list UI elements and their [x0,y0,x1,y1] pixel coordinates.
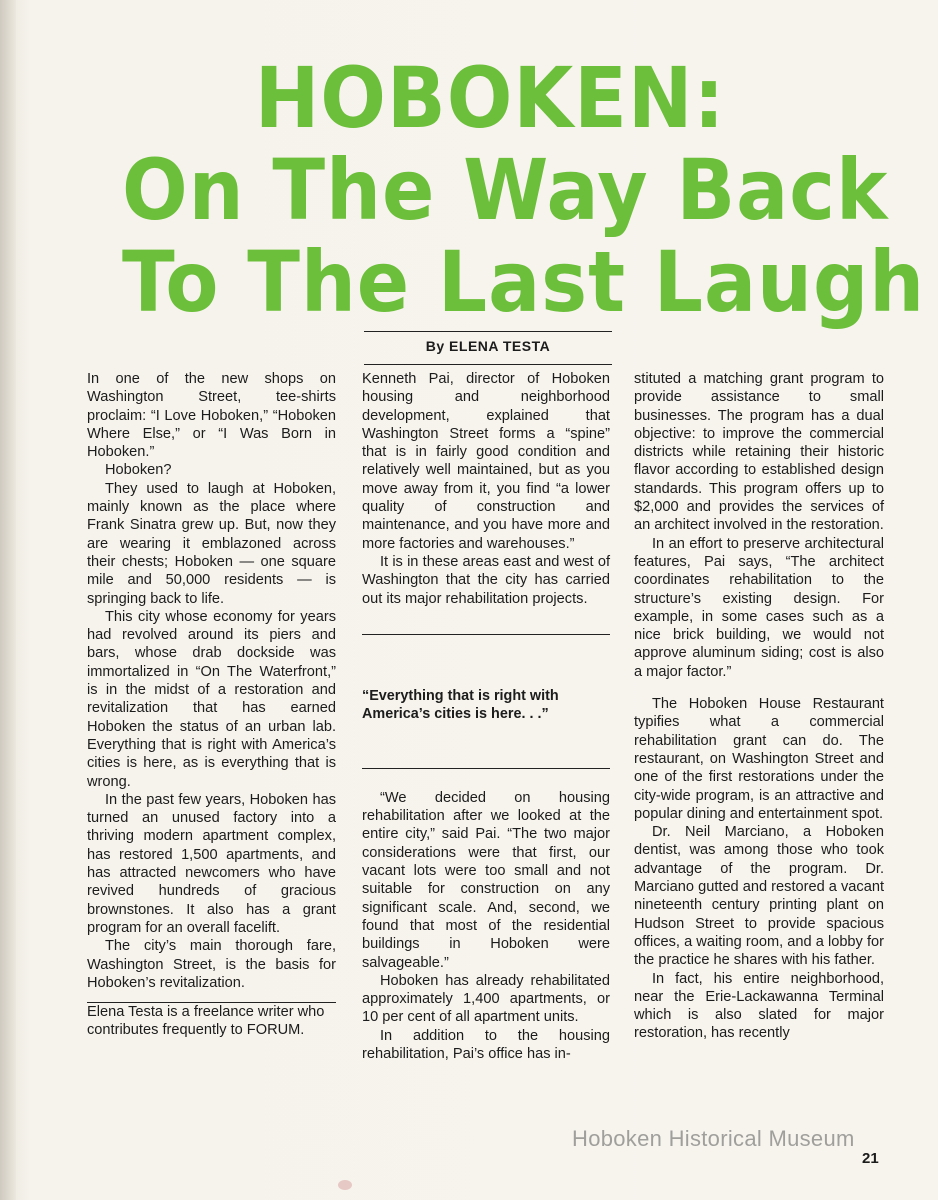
headline-line-2: On The Way Back [122,141,889,239]
byline: By ELENA TESTA [425,338,551,354]
paragraph: “We decided on housing rehabilitation after we looked at the entire city,” said Pai. “The two major considerations were that first, our vacant lots were too small and not suitable for construction on any significant scale. And, second, we found that most of the residential buildings in Hoboken were salvageable.” [362,789,610,971]
page-number: 21 [862,1150,879,1167]
author-note: Elena Testa is a freelance writer who contributes frequently to FORUM. [87,1004,325,1039]
paragraph: The Hoboken House Restaurant typifies what a commercial rehabilitation grant can do. The restaurant, on Washington Street and one of the first restorations under the city-wide program, is an attractive and popular dining and entertainment spot. [634,696,884,822]
paragraph: They used to laugh at Hoboken, mainly known as the place where Frank Sinatra grew up. But, now they are wearing it emblazoned across their chests; Hoboken — one square mile and 50,000 residents — is springing back to life. [87,480,336,607]
paragraph: Dr. Neil Marciano, a Hoboken dentist, was among those who took advantage of the program. Dr. Marciano gutted and restored a vacant nineteenth century printing plant on Hudson Street to provide spacious offices, a waiting room, and a lobby for the practice he shares with his father. [634,824,884,969]
paragraph: It is in these areas east and west of Washington that the city has carried out its major rehabilitation projects. [362,553,610,607]
article-column-2 [362,370,610,1063]
byline-rule-bottom [364,364,612,365]
page-spine-shadow [0,0,16,1200]
pull-quote: “Everything that is right with America’s cities is here. . .” [362,687,559,723]
paragraph: The city’s main thorough fare, Washington Street, is the basis for Hoboken’s revitalization. [87,938,336,991]
paragraph: This city whose economy for years had revolved around its piers and bars, whose drab dockside was immortalized in “On The Waterfront,” is in the midst of a restoration and revitalization that has earned Hoboken the status of an urban lab. Everything that is right with America’s cities is here, as is everything that is wrong. [87,608,336,790]
pull-quote-rule-top [362,634,610,635]
headline-line-3: To The Last Laugh [122,233,926,331]
paragraph: In addition to the housing rehabilitation, Pai’s office has in- [362,1027,610,1063]
paragraph: In fact, his entire neighborhood, near the Erie-Lackawanna Terminal which is also slated for major restoration, has recently [634,970,884,1042]
paragraph: In an effort to preserve architectural features, Pai says, “The architect coordinates rehabilitation to the structure’s existing design. For example, in some cases such as a nice brick building, we would not approve aluminum siding; cost is also a major factor.” [634,535,884,680]
paper-stain [338,1180,352,1190]
headline-line-1: HOBOKEN: [254,49,726,147]
byline-rule-top [364,331,612,332]
museum-watermark: Hoboken Historical Museum [572,1126,855,1151]
paragraph: In the past few years, Hoboken has turned an unused factory into a thriving modern apartment complex, has restored 1,500 apartments, and has attracted newcomers who have revived hundreds of gracious brownstones. It also has a grant program for an overall facelift. [87,791,336,936]
article-column-3 [634,370,884,1043]
pull-quote-rule-bottom [362,768,610,769]
article-column-1 [87,370,336,1040]
paragraph: Kenneth Pai, director of Hoboken housing and neighborhood development, explained that Washington Street forms a “spine” that is in fairly good condition and relatively well maintained, but as you move away from it, you find “a lower quality of construction and maintenance, and you have more and more factories and warehouses.” [362,371,610,552]
article-headline [122,49,926,331]
paragraph: stituted a matching grant program to provide assistance to small businesses. The program has a dual objective: to improve the commercial districts while retaining their historic flavor according to established design standards. This program offers up to $2,000 and provides the services of an architect involved in the restoration. [634,371,884,534]
paragraph: Hoboken has already rehabilitated approximately 1,400 apartments, or 10 per cent of all apartment units. [362,972,610,1026]
paragraph: Hoboken? [105,462,172,479]
paragraph: In one of the new shops on Washington Street, tee-shirts proclaim: “I Love Hoboken,” “Hoboken Where Else,” or “I Was Born in Hoboken.” [87,371,336,461]
